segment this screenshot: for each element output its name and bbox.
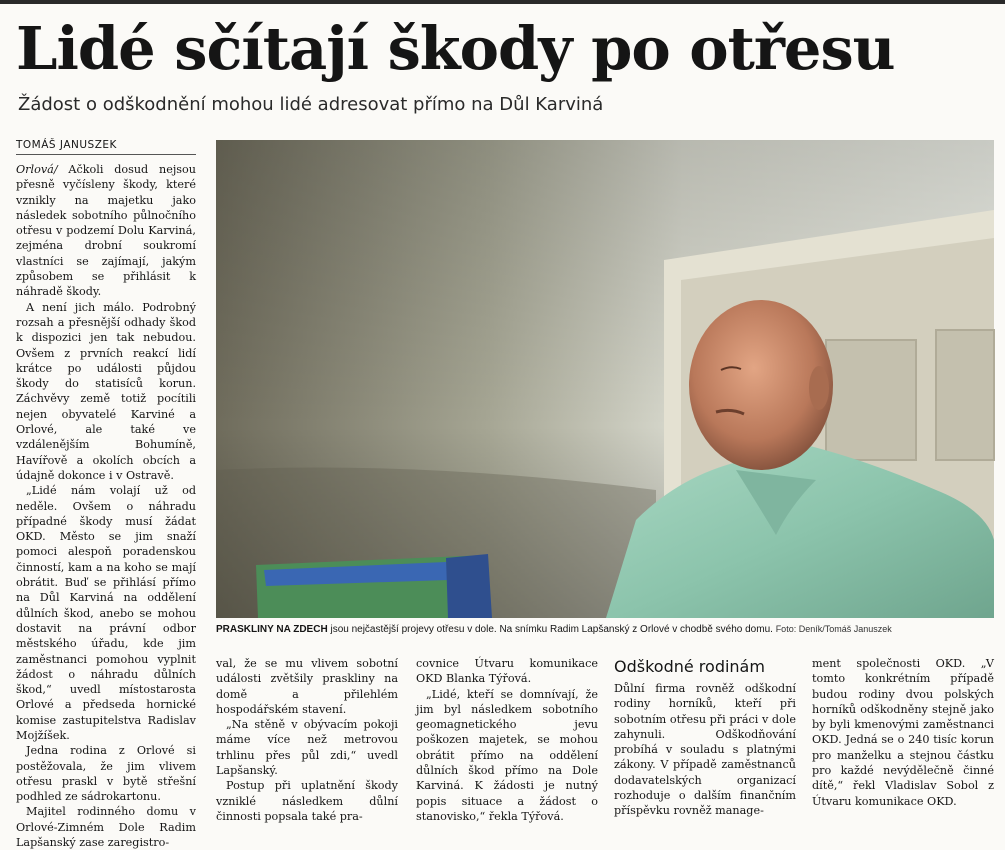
article-paragraph: A není jich málo. Podrobný rozsah a přesnější odhady škod k dispozici jen tak nebudou. Ovšem z prvních reakcí lidí krátce po události půjdou škody do statisíců korun. Záchvěvy země totiž pocítili nejen obyvatelé Karviné a Orlové, ale také ve vzdálenějším Bohumíně, Havířově a okolích obcích a údajně dokonce i v Ostravě. bbox=[16, 300, 196, 482]
article-paragraph: Majitel rodinného domu v Orlové-Zimném Dole Radim Lapšanský zase zaregistro- bbox=[16, 805, 196, 850]
top-rule bbox=[0, 0, 1005, 4]
photo-caption bbox=[216, 622, 994, 637]
article-column-3 bbox=[416, 656, 598, 823]
sidebar-paragraph: Důlní firma rovněž odškodní rodiny horníků, kteří při sobotním otřesu při práci v dole zahynuli. Odškodňování probíhá v souladu s platnými zákony. V případě zaměstnanců dodavatelských organizací rozhoduje o dalším finančním příspěvku rovněž manage- bbox=[614, 682, 796, 818]
subheadline: Žádost o odškodnění mohou lidé adresovat přímo na Důl Karviná bbox=[18, 94, 604, 115]
photo-credit: Foto: Deník/Tomáš Januszek bbox=[775, 624, 892, 634]
headline: Lidé sčítají škody po otřesu bbox=[16, 14, 895, 83]
article-paragraph: covnice Útvaru komunikace OKD Blanka Týřová. bbox=[416, 657, 598, 686]
author-byline: TOMÁŠ JANUSZEK bbox=[16, 138, 196, 155]
article-paragraph: Jedna rodina z Orlové si postěžovala, že jim vlivem otřesu praskl v bytě střešní podhled ze sádrokartonu. bbox=[16, 744, 196, 804]
article-paragraph: Orlová/ Ačkoli dosud nejsou přesně vyčísleny škody, které vznikly na majetku jako následek sobotního půlnočního otřesu v podzemí Dolu Karviná, zejména drobní soukromí vlastníci se zajímají, jakým způsobem se přihlásit k náhradě škody. bbox=[16, 163, 196, 299]
sidebar-paragraph: ment společnosti OKD. „V tomto konkrétním případě budou rodiny dvou polských horníků odškodněny stejně jako by byli kmenovými zaměstnanci OKD. Jedná se o 240 tisíc korun pro manželku a stejnou částku pro každé nevýdělečně činné dítě,“ řekl Vladislav Sobol z Útvaru komunikace OKD. bbox=[812, 657, 994, 808]
article-photo bbox=[216, 140, 994, 618]
sidebar-column-2 bbox=[812, 656, 994, 820]
article-column-1 bbox=[16, 162, 196, 850]
article-paragraph: val, že se mu vlivem sobotní události zvětšily praskliny na domě a přilehlém hospodářském stavení. bbox=[216, 657, 398, 716]
box bbox=[256, 554, 492, 618]
photo-man-in-hallway bbox=[216, 140, 994, 618]
caption-text: jsou nejčastější projevy otřesu v dole. Na snímku Radim Lapšanský z Orlové v chodbě svého domu. bbox=[327, 624, 773, 635]
article-paragraph: Postup při uplatnění škody vzniklé následkem důlní činnosti popsala také pra- bbox=[216, 779, 398, 823]
sidebar-column-1 bbox=[614, 656, 796, 820]
sidebar-heading: Odškodné rodinám bbox=[614, 657, 765, 676]
article-column-2 bbox=[216, 656, 398, 823]
article-paragraph: „Na stěně v obývacím pokoji máme více než metrovou trhlinu přes půl zdi,“ uvedl Lapšanský. bbox=[216, 718, 398, 778]
caption-lead: PRASKLINY NA ZDECH bbox=[216, 624, 328, 635]
article-paragraph: „Lidé nám volají už od neděle. Ovšem o náhradu případné škody musí žádat OKD. Město se jim snaží pomoci alespoň poradenskou činností, kam a na koho se mají obrátit. Buď se přihlásí přímo na Důl Karviná na oddělení důlních škod, anebo se mohou dostavit na právní odbor městského úřadu, kde jim zaměstnanci pomohou vyplnit žádost o náhradu důlních škod,“ uvedl místostarosta Orlové a předseda hornické komise zastupitelstva Radislav Mojžíšek. bbox=[16, 484, 196, 742]
dateline: Orlová/ bbox=[16, 163, 58, 176]
article-paragraph: „Lidé, kteří se domnívají, že jim byl následkem sobotního geomagnetického jevu poškozen majetek, se mohou obrátit přímo na oddělení důlních škod přímo na Dole Karviná. K žádosti je nutný popis situace a žádost o stanovisko,“ řekla Týřová. bbox=[416, 687, 598, 823]
